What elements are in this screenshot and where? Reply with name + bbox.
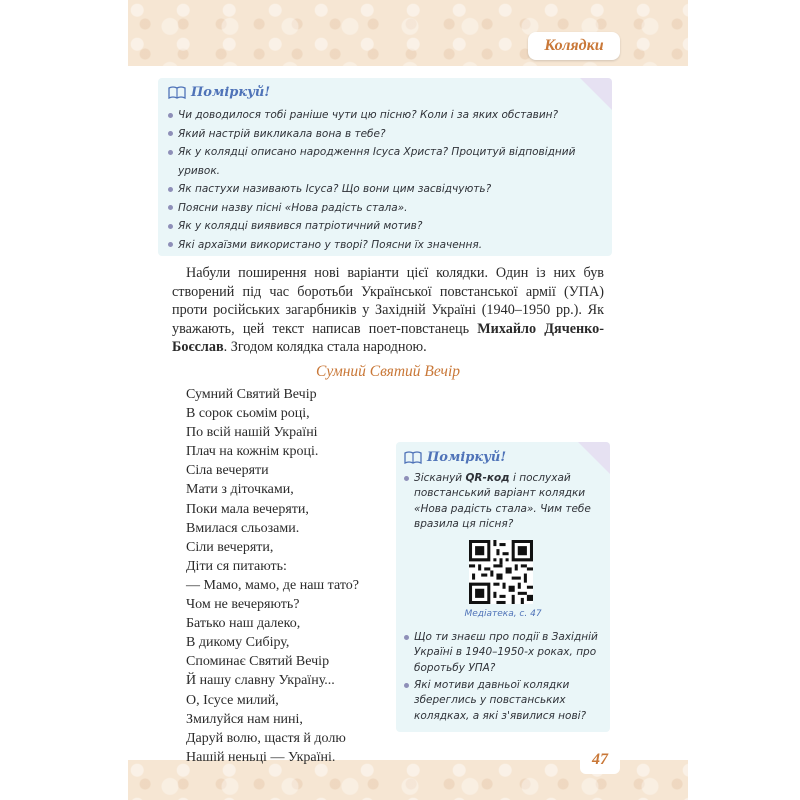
- poem-line: — Мамо, мамо, де наш тато?: [186, 577, 359, 593]
- list-item: Як у колядці виявився патріотичний мотив?: [168, 217, 604, 236]
- list-item: Які мотиви давньої колядки збереглись у повстанських колядках, а які з'явилися нові?: [404, 678, 614, 724]
- open-book-icon: [404, 451, 422, 465]
- bullet-icon: [404, 683, 409, 688]
- think-box-title: [404, 450, 506, 465]
- poem-line: Діти ся питають:: [186, 558, 287, 574]
- list-item: Зіскануй QR-код і послухай повстанський варіант колядки «Нова радість стала». Чим тебе вразила ця пісня?: [404, 471, 614, 533]
- poem-line: По всій нашій Україні: [186, 425, 318, 441]
- poem-line: Плач на кожнім кроці.: [186, 444, 319, 460]
- think-box-qr: [396, 442, 610, 732]
- poem-line: Змилуйся нам нині,: [186, 711, 303, 727]
- list-item: Чи доводилося тобі раніше чути цю пісню? Коли і за яких обставин?: [168, 106, 604, 125]
- think-box-title: [168, 85, 270, 100]
- open-book-icon: [168, 86, 186, 100]
- bullet-icon: [404, 476, 409, 481]
- bullet-icon: [168, 187, 173, 192]
- bullet-icon: [168, 224, 173, 229]
- poem-line: Споминає Святий Вечір: [186, 654, 330, 670]
- bullet-icon: [168, 205, 173, 210]
- section-label: Колядки: [528, 32, 620, 60]
- box-corner-decoration: [578, 442, 610, 474]
- list-item: Як пастухи називають Ісуса? Що вони цим засвідчують?: [168, 180, 604, 199]
- question-list: [168, 106, 604, 254]
- poem-line: Сіла вечеряти: [186, 463, 269, 479]
- poem-text: [186, 385, 386, 767]
- poem-line: Чом не вечеряють?: [186, 597, 300, 613]
- poem-line: В сорок сьомім році,: [186, 406, 310, 422]
- think-box-title-text: Поміркуй!: [191, 85, 271, 100]
- poem-line: Й нашу славну Україну...: [186, 673, 335, 689]
- poem-line: Сумний Святий Вечір: [186, 387, 317, 402]
- poem-line: Сіли вечеряти,: [186, 539, 274, 555]
- think-box-questions: [158, 78, 612, 256]
- list-item: Поясни назву пісні «Нова радість стала».: [168, 199, 604, 218]
- intro-paragraph: Набули поширення нові варіанти цієї колядки. Один із них був створений під час боротьби Української повстанської армії (УПА) проти російських загарбників у Західній Україні (1940–1950 рр.). Як уважають, цей текст написав поет-повстанець Михайло Дяченко-Боєслав. Згодом колядка стала народною.: [172, 265, 604, 356]
- poem-line: Даруй волю, щастя й долю: [186, 730, 346, 746]
- bullet-icon: [168, 113, 173, 118]
- poem-line: О, Ісусе милий,: [186, 692, 279, 708]
- list-item: Як у колядці описано народження Ісуса Христа? Процитуй відповідний уривок.: [168, 143, 604, 180]
- bullet-icon: [168, 150, 173, 155]
- bullet-icon: [168, 131, 173, 136]
- page-number: 47: [580, 746, 620, 774]
- author-name: Михайло Дяченко-Боєслав: [172, 320, 604, 356]
- poem-title: Сумний Святий Вечір: [315, 363, 461, 380]
- poem-line: Нашій неньці — Україні.: [186, 749, 336, 765]
- poem-line: Батько наш далеко,: [186, 616, 301, 632]
- list-item: Які архаїзми використано у творі? Поясни їх значення.: [168, 236, 604, 255]
- bullet-icon: [168, 242, 173, 247]
- think-box-title-text: Поміркуй!: [427, 450, 507, 465]
- poem-line: Вмилася сльозами.: [186, 520, 300, 536]
- poem-line: Мати з діточками,: [186, 482, 294, 498]
- qr-code-icon[interactable]: [469, 540, 533, 604]
- bullet-icon: [404, 635, 409, 640]
- list-item: Який настрій викликала вона в тебе?: [168, 125, 604, 144]
- media-library-link[interactable]: Медіатека, с. 47: [464, 609, 542, 619]
- poem-line: В дикому Сибіру,: [186, 635, 290, 651]
- poem-line: Поки мала вечеряти,: [186, 501, 309, 517]
- list-item: Що ти знаєш про події в Західній Україні в 1940–1950-х роках, про боротьбу УПА?: [404, 630, 614, 676]
